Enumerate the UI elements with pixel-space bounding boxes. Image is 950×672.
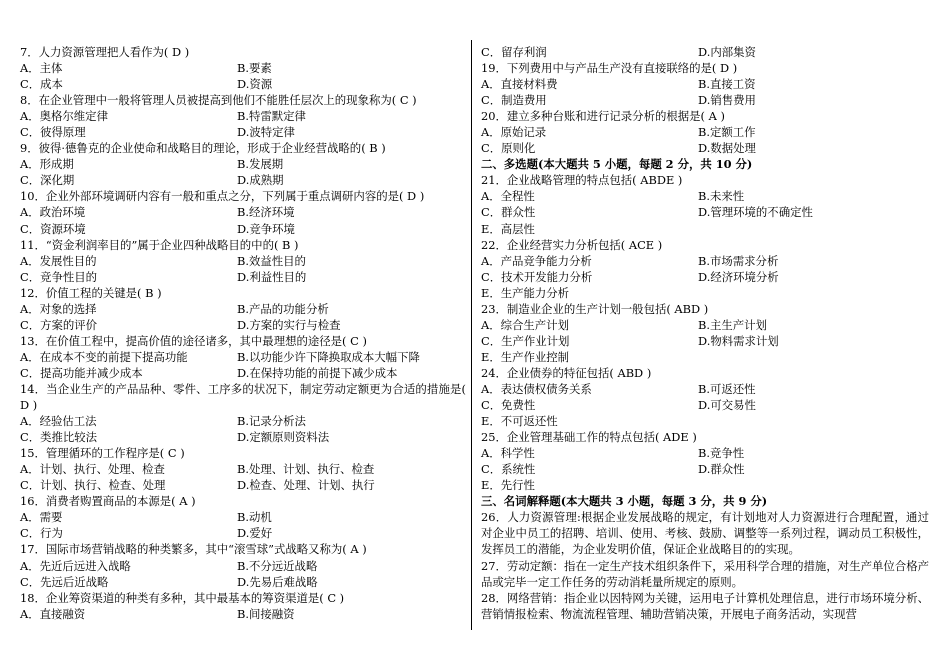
option-left: A．对象的选择 (20, 301, 97, 316)
option-right: D.可交易性 (698, 398, 756, 413)
option-row (20, 606, 466, 622)
option-right: B.效益性目的 (237, 253, 306, 268)
option-left: C．制造费用 (481, 93, 547, 108)
option-left: C．行为 (20, 526, 63, 541)
option-left: C．资源环境 (20, 221, 86, 236)
option-row (20, 108, 466, 124)
question-text: 15．管理循环的工作程序是( C ) (20, 446, 185, 461)
question-text: 8．在企业管理中一般将管理人员被提高到他们不能胜任层次上的现象称为( C ) (20, 93, 417, 108)
option-row (20, 60, 466, 76)
option-row (20, 204, 466, 220)
right-column (481, 44, 929, 622)
option-row (481, 124, 929, 140)
question-text: 14．当企业生产的产品品种、零件、工序多的状况下，制定劳动定额更为合适的措施是( D ) (20, 381, 466, 413)
option-left: A．产品竞争能力分析 (481, 253, 592, 268)
option-right: B.处理、计划、执行、检查 (237, 462, 375, 477)
option-row (481, 381, 929, 397)
option-right: D.物料需求计划 (698, 333, 779, 348)
option-row (481, 445, 929, 461)
option-row (481, 333, 929, 349)
option-row (481, 92, 929, 108)
question-text: 22．企业经营实力分析包括( ACE ) (481, 237, 663, 252)
option-right: B.发展期 (237, 157, 284, 172)
option-row (481, 140, 929, 156)
option-right: B.定额工作 (698, 125, 756, 140)
option-right: B.未来性 (698, 189, 745, 204)
question-text: 25．企业管理基础工作的特点包括( ADE ) (481, 430, 697, 445)
section-heading: 三、名词解释题(本大题共 3 小题，每题 3 分，共 9 分) (481, 494, 768, 509)
option-left: C．原则化 (481, 141, 536, 156)
option-row (20, 574, 466, 590)
option-left: C．计划、执行、检查、处理 (20, 478, 166, 493)
option-right: B.记录分析法 (237, 414, 306, 429)
option-row (481, 204, 929, 220)
option-right: B.产品的功能分析 (237, 301, 329, 316)
section-heading: 二、多选题(本大题共 5 小题，每题 2 分，共 10 分) (481, 157, 753, 172)
option-left: C．彼得原理 (20, 125, 86, 140)
option-right: D.爱好 (237, 526, 273, 541)
option-left: A．科学性 (481, 446, 535, 461)
column-divider (471, 40, 472, 630)
option-left: A．综合生产计划 (481, 317, 569, 332)
option-row (20, 221, 466, 237)
question-text: 19．下列费用中与产品生产没有直接联络的是( D ) (481, 61, 738, 76)
option-left: C．群众性 (481, 205, 536, 220)
question-text: E．生产能力分析 (481, 285, 570, 300)
question-text: 16．消费者购置商品的本源是( A ) (20, 494, 196, 509)
option-row (20, 172, 466, 188)
option-left: A．直接材料费 (481, 77, 558, 92)
option-left: C．留存利润 (481, 45, 547, 59)
option-left: C．深化期 (20, 173, 75, 188)
option-left: A．计划、执行、处理、检查 (20, 462, 165, 477)
option-row (20, 76, 466, 92)
option-right: D.利益性目的 (237, 269, 307, 284)
question-text: 21．企业战略管理的特点包括( ABDE ) (481, 173, 683, 188)
question-text: 12．价值工程的关键是( B ) (20, 285, 162, 300)
option-left: A．奥格尔维定律 (20, 109, 108, 124)
option-left: A．原始记录 (481, 125, 547, 140)
option-row (481, 397, 929, 413)
question-text: 10．企业外部环境调研内容有一般和重点之分，下列属于重点调研内容的是( D ) (20, 189, 425, 204)
option-right: D.波特定律 (237, 125, 295, 140)
question-text: 23．制造业企业的生产计划一般包括( ABD ) (481, 301, 709, 316)
option-left: A．需要 (20, 510, 63, 525)
option-row (20, 156, 466, 172)
option-row (20, 269, 466, 285)
option-left: A．发展性目的 (20, 253, 97, 268)
question-text: 17．国际市场营销战略的种类繁多，其中“滚雪球”式战略又称为( A ) (20, 542, 367, 557)
option-right: D.资源 (237, 77, 273, 92)
option-left: A．形成期 (20, 157, 74, 172)
option-left: A．直接融资 (20, 606, 86, 621)
option-row (20, 509, 466, 525)
question-text: 7．人力资源管理把人看作为( D ) (20, 45, 190, 59)
option-row (20, 413, 466, 429)
option-row (20, 253, 466, 269)
option-row (20, 525, 466, 541)
option-right: D.在保持功能的前提下减少成本 (237, 365, 398, 380)
option-right: D.群众性 (698, 462, 745, 477)
question-text: 28．网络营销：指企业以因特网为关键，运用电子计算机处理信息，进行市场环境分析、营销情报检索、物流流程管理、辅助营销决策，开展电子商务活动，实现营 (481, 590, 929, 621)
option-row (20, 365, 466, 381)
option-row (20, 429, 466, 445)
option-left: A．经验估工法 (20, 414, 97, 429)
option-right: D.成熟期 (237, 173, 284, 188)
question-text: E．不可返还性 (481, 414, 558, 429)
question-text: 27．劳动定额：指在一定生产技术组织条件下，采用科学合理的措施，对生产单位合格产品或完毕一定工作任务的劳动消耗量所规定的原则。 (481, 558, 929, 589)
option-row (481, 76, 929, 92)
option-row (20, 461, 466, 477)
question-text: 11．“资金利润率目的”属于企业四种战略目的中的( B ) (20, 237, 299, 252)
option-right: B.以功能少许下降换取成本大幅下降 (237, 349, 420, 364)
option-left: A．表达债权债务关系 (481, 381, 592, 396)
option-right: B.不分远近战略 (237, 558, 318, 573)
option-right: D.数据处理 (698, 141, 756, 156)
option-right: B.直接工资 (698, 77, 756, 92)
option-row (20, 124, 466, 140)
option-left: C．生产作业计划 (481, 333, 570, 348)
option-right: D.管理环境的不确定性 (698, 205, 813, 220)
option-row (20, 477, 466, 493)
left-column (20, 44, 466, 622)
option-row (481, 317, 929, 333)
question-text: 20．建立多种台账和进行记录分析的根据是( A ) (481, 109, 725, 124)
option-left: C．竞争性目的 (20, 269, 98, 284)
option-row (20, 301, 466, 317)
option-left: C．免费性 (481, 398, 536, 413)
option-left: C．系统性 (481, 462, 536, 477)
option-right: D.定额原则资料法 (237, 430, 330, 445)
option-left: A．在成本不变的前提下提高功能 (20, 349, 188, 364)
question-text: E．高层性 (481, 221, 535, 236)
option-right: D.内部集资 (698, 45, 756, 59)
option-right: B.主生产计划 (698, 317, 767, 332)
option-left: C．提高功能并减少成本 (20, 365, 143, 380)
option-right: D.经济环境分析 (698, 269, 779, 284)
option-row (481, 253, 929, 269)
option-right: B.竞争性 (698, 446, 745, 461)
option-right: D.方案的实行与检查 (237, 317, 341, 332)
option-row (481, 461, 929, 477)
option-row (481, 269, 929, 285)
option-left: C．先远后近战略 (20, 574, 109, 589)
option-left: A．先近后远进入战略 (20, 558, 131, 573)
option-right: B.要素 (237, 61, 272, 76)
option-right: D.竞争环境 (237, 221, 295, 236)
option-right: D.销售费用 (698, 93, 756, 108)
option-right: B.特雷默定律 (237, 109, 306, 124)
option-row (20, 317, 466, 333)
question-text: 26．人力资源管理:根据企业发展战略的规定，有计划地对人力资源进行合理配置，通过对企业中员工的招聘、培训、使用、考核、鼓励、调整等一系列过程，调动员工积极性，发挥员工的潜能，为企业发明价值，保证企业战略目的的实现。 (481, 510, 929, 557)
option-right: B.可返还性 (698, 381, 756, 396)
question-text: 13．在价值工程中，提高价值的途径诸多，其中最理想的途径是( C ) (20, 333, 367, 348)
question-text: E．生产作业控制 (481, 349, 570, 364)
option-row (20, 558, 466, 574)
option-right: B.市场需求分析 (698, 253, 779, 268)
option-left: C．类推比较法 (20, 430, 98, 445)
question-text: E．先行性 (481, 478, 535, 493)
question-text: 9．彼得·德鲁克的企业使命和战略目的理论，形成于企业经营战略的( B ) (20, 141, 386, 156)
option-left: C．成本 (20, 77, 63, 92)
option-left: A．政治环境 (20, 205, 86, 220)
option-right: D.先易后难战略 (237, 574, 318, 589)
option-row (481, 44, 929, 60)
option-right: B.动机 (237, 510, 272, 525)
option-row (20, 349, 466, 365)
option-row (481, 188, 929, 204)
option-left: C．技术开发能力分析 (481, 269, 593, 284)
option-right: B.间接融资 (237, 606, 295, 621)
option-left: A．全程性 (481, 189, 535, 204)
option-right: B.经济环境 (237, 205, 295, 220)
option-right: D.检查、处理、计划、执行 (237, 478, 375, 493)
option-left: C．方案的评价 (20, 317, 98, 332)
question-text: 18．企业筹资渠道的种类有多种，其中最基本的筹资渠道是( C ) (20, 590, 345, 605)
question-text: 24．企业债券的特征包括( ABD ) (481, 365, 652, 380)
option-left: A．主体 (20, 61, 63, 76)
